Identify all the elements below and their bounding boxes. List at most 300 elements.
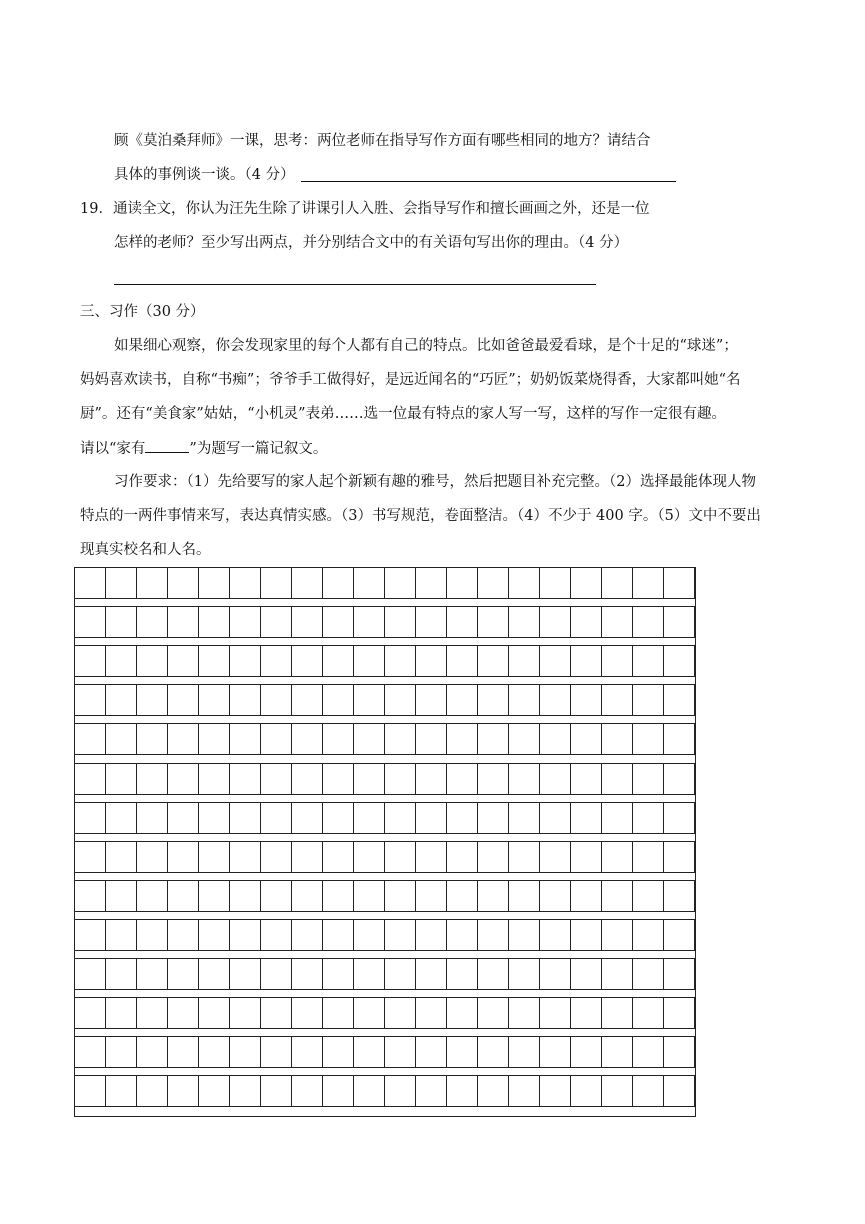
grid-cell[interactable] (633, 1037, 664, 1067)
grid-cell[interactable] (633, 920, 664, 950)
grid-cell[interactable] (385, 607, 416, 637)
grid-cell[interactable] (199, 646, 230, 676)
grid-cell[interactable] (416, 568, 447, 598)
grid-cell[interactable] (199, 998, 230, 1028)
grid-cell[interactable] (354, 685, 385, 715)
grid-cell[interactable] (633, 646, 664, 676)
grid-cell[interactable] (602, 764, 633, 794)
grid-cell[interactable] (633, 1076, 664, 1106)
grid-cell[interactable] (137, 842, 168, 872)
grid-cell[interactable] (199, 803, 230, 833)
grid-cell[interactable] (385, 685, 416, 715)
grid-cell[interactable] (385, 764, 416, 794)
grid-cell[interactable] (137, 998, 168, 1028)
grid-cell[interactable] (602, 959, 633, 989)
grid-cell[interactable] (354, 959, 385, 989)
grid-cell[interactable] (416, 607, 447, 637)
grid-cell[interactable] (478, 998, 509, 1028)
grid-bottom-border (74, 1116, 695, 1117)
grid-cell[interactable] (106, 803, 137, 833)
grid-cell[interactable] (602, 881, 633, 911)
grid-cell[interactable] (571, 724, 602, 754)
grid-cell[interactable] (168, 685, 199, 715)
grid-cell[interactable] (664, 959, 694, 989)
grid-cell[interactable] (292, 685, 323, 715)
grid-cell[interactable] (168, 1076, 199, 1106)
prompt-line-2: 妈妈喜欢读书，自称“书痴”；爷爷手工做得好，是远近闻名的“巧匠”；奶奶饭菜烧得香，大家都叫她“名 (80, 372, 741, 388)
grid-cell[interactable] (664, 685, 694, 715)
grid-cell[interactable] (664, 764, 694, 794)
grid-cell[interactable] (478, 646, 509, 676)
grid-cell[interactable] (230, 764, 261, 794)
grid-cell[interactable] (199, 881, 230, 911)
grid-cell[interactable] (230, 1076, 261, 1106)
grid-cell[interactable] (602, 842, 633, 872)
grid-cell[interactable] (75, 842, 106, 872)
grid-cell[interactable] (168, 607, 199, 637)
grid-cell[interactable] (230, 959, 261, 989)
grid-cell[interactable] (540, 1037, 571, 1067)
grid-cell[interactable] (292, 607, 323, 637)
grid-cell[interactable] (75, 959, 106, 989)
grid-cell[interactable] (416, 724, 447, 754)
grid-cell[interactable] (168, 959, 199, 989)
grid-cell[interactable] (292, 764, 323, 794)
grid-cell[interactable] (323, 959, 354, 989)
grid-cell[interactable] (540, 607, 571, 637)
grid-cell[interactable] (478, 920, 509, 950)
grid-cell[interactable] (416, 646, 447, 676)
grid-cell[interactable] (199, 764, 230, 794)
grid-cell[interactable] (478, 724, 509, 754)
grid-cell[interactable] (664, 724, 694, 754)
grid-cell[interactable] (509, 1037, 540, 1067)
grid-cell[interactable] (106, 568, 137, 598)
grid-cell[interactable] (602, 920, 633, 950)
writing-grid[interactable] (74, 567, 695, 1117)
grid-cell[interactable] (571, 1076, 602, 1106)
grid-cell[interactable] (447, 685, 478, 715)
grid-cell[interactable] (75, 568, 106, 598)
grid-cell[interactable] (416, 842, 447, 872)
grid-row (74, 684, 695, 716)
grid-cell[interactable] (261, 646, 292, 676)
requirements-line-2: 特点的一两件事情来写，表达真情实感。（3）书写规范，卷面整洁。（4）不少于 400 字。（5）文中不要出 (80, 508, 761, 524)
grid-cell[interactable] (571, 803, 602, 833)
grid-cell[interactable] (292, 959, 323, 989)
grid-cell[interactable] (199, 568, 230, 598)
grid-cell[interactable] (354, 1037, 385, 1067)
prompt-line-4-b: ”为题写一篇记叙文。 (189, 441, 328, 457)
grid-cell[interactable] (230, 998, 261, 1028)
grid-cell[interactable] (106, 724, 137, 754)
grid-cell[interactable] (447, 959, 478, 989)
grid-cell[interactable] (385, 959, 416, 989)
grid-cell[interactable] (633, 803, 664, 833)
grid-cell[interactable] (199, 842, 230, 872)
grid-cell[interactable] (230, 685, 261, 715)
grid-cell[interactable] (168, 568, 199, 598)
grid-cell[interactable] (664, 881, 694, 911)
grid-cell[interactable] (354, 920, 385, 950)
grid-cell[interactable] (292, 568, 323, 598)
grid-cell[interactable] (509, 920, 540, 950)
grid-cell[interactable] (354, 646, 385, 676)
grid-cell[interactable] (509, 881, 540, 911)
grid-cell[interactable] (447, 646, 478, 676)
grid-cell[interactable] (106, 959, 137, 989)
grid-cell[interactable] (540, 568, 571, 598)
grid-cell[interactable] (540, 998, 571, 1028)
grid-row (74, 958, 695, 990)
grid-cell[interactable] (261, 685, 292, 715)
grid-cell[interactable] (323, 646, 354, 676)
grid-cell[interactable] (478, 764, 509, 794)
grid-cell[interactable] (354, 764, 385, 794)
grid-cell[interactable] (664, 803, 694, 833)
grid-cell[interactable] (602, 1037, 633, 1067)
grid-cell[interactable] (540, 1076, 571, 1106)
grid-cell[interactable] (478, 803, 509, 833)
grid-cell[interactable] (199, 724, 230, 754)
grid-cell[interactable] (199, 1076, 230, 1106)
grid-cell[interactable] (385, 881, 416, 911)
grid-cell[interactable] (106, 842, 137, 872)
grid-cell[interactable] (106, 998, 137, 1028)
grid-cell[interactable] (323, 803, 354, 833)
grid-cell[interactable] (509, 803, 540, 833)
grid-cell[interactable] (602, 568, 633, 598)
grid-cell[interactable] (633, 959, 664, 989)
grid-cell[interactable] (509, 685, 540, 715)
grid-cell[interactable] (664, 1037, 694, 1067)
grid-cell[interactable] (354, 568, 385, 598)
grid-cell[interactable] (416, 1076, 447, 1106)
grid-cell[interactable] (323, 568, 354, 598)
grid-cell[interactable] (261, 764, 292, 794)
grid-cell[interactable] (137, 724, 168, 754)
grid-cell[interactable] (137, 685, 168, 715)
grid-cell[interactable] (354, 1076, 385, 1106)
grid-cell[interactable] (571, 998, 602, 1028)
grid-cell[interactable] (75, 803, 106, 833)
grid-cell[interactable] (602, 607, 633, 637)
grid-cell[interactable] (540, 920, 571, 950)
grid-cell[interactable] (168, 724, 199, 754)
grid-cell[interactable] (261, 803, 292, 833)
grid-cell[interactable] (633, 881, 664, 911)
grid-cell[interactable] (261, 607, 292, 637)
grid-cell[interactable] (633, 685, 664, 715)
grid-cell[interactable] (478, 1076, 509, 1106)
grid-cell[interactable] (106, 920, 137, 950)
grid-cell[interactable] (230, 842, 261, 872)
grid-cell[interactable] (323, 998, 354, 1028)
grid-cell[interactable] (354, 881, 385, 911)
grid-cell[interactable] (261, 920, 292, 950)
grid-cell[interactable] (230, 646, 261, 676)
grid-cell[interactable] (323, 724, 354, 754)
grid-cell[interactable] (323, 607, 354, 637)
grid-cell[interactable] (137, 568, 168, 598)
grid-cell[interactable] (416, 920, 447, 950)
grid-cell[interactable] (664, 842, 694, 872)
grid-cell[interactable] (292, 998, 323, 1028)
grid-cell[interactable] (571, 764, 602, 794)
grid-cell[interactable] (447, 920, 478, 950)
grid-cell[interactable] (75, 998, 106, 1028)
grid-cell[interactable] (602, 646, 633, 676)
grid-cell[interactable] (168, 920, 199, 950)
grid-cell[interactable] (416, 959, 447, 989)
grid-cell[interactable] (230, 724, 261, 754)
grid-cell[interactable] (75, 685, 106, 715)
grid-cell[interactable] (633, 764, 664, 794)
grid-cell[interactable] (230, 920, 261, 950)
grid-cell[interactable] (478, 842, 509, 872)
grid-cell[interactable] (168, 1037, 199, 1067)
grid-cell[interactable] (75, 724, 106, 754)
grid-cell[interactable] (571, 607, 602, 637)
grid-cell[interactable] (478, 568, 509, 598)
grid-cell[interactable] (447, 803, 478, 833)
grid-cell[interactable] (137, 920, 168, 950)
grid-cell[interactable] (168, 803, 199, 833)
grid-cell[interactable] (168, 842, 199, 872)
grid-cell[interactable] (540, 685, 571, 715)
grid-cell[interactable] (230, 881, 261, 911)
grid-cell[interactable] (478, 1037, 509, 1067)
grid-cell[interactable] (323, 1076, 354, 1106)
grid-cell[interactable] (261, 998, 292, 1028)
grid-cell[interactable] (509, 1076, 540, 1106)
grid-cell[interactable] (106, 1037, 137, 1067)
grid-cell[interactable] (385, 646, 416, 676)
grid-cell[interactable] (633, 842, 664, 872)
grid-cell[interactable] (137, 881, 168, 911)
grid-cell[interactable] (509, 646, 540, 676)
grid-cell[interactable] (199, 920, 230, 950)
grid-cell[interactable] (447, 764, 478, 794)
grid-cell[interactable] (261, 881, 292, 911)
grid-cell[interactable] (261, 568, 292, 598)
grid-cell[interactable] (447, 1076, 478, 1106)
grid-cell[interactable] (385, 803, 416, 833)
grid-cell[interactable] (199, 1037, 230, 1067)
grid-cell[interactable] (571, 646, 602, 676)
grid-row (74, 1036, 695, 1068)
grid-cell[interactable] (261, 959, 292, 989)
grid-cell[interactable] (509, 568, 540, 598)
grid-cell[interactable] (230, 607, 261, 637)
q19-line-2: 怎样的老师？至少写出两点，并分别结合文中的有关语句写出你的理由。（4 分） (114, 235, 629, 251)
grid-cell[interactable] (509, 842, 540, 872)
grid-cell[interactable] (354, 998, 385, 1028)
grid-row (74, 567, 695, 599)
grid-cell[interactable] (664, 607, 694, 637)
grid-cell[interactable] (416, 764, 447, 794)
grid-frame-left (74, 567, 75, 1117)
grid-cell[interactable] (633, 568, 664, 598)
grid-cell[interactable] (230, 1037, 261, 1067)
grid-cell[interactable] (385, 1037, 416, 1067)
grid-cell[interactable] (354, 842, 385, 872)
grid-cell[interactable] (540, 803, 571, 833)
grid-cell[interactable] (509, 764, 540, 794)
grid-cell[interactable] (385, 568, 416, 598)
grid-cell[interactable] (292, 842, 323, 872)
grid-cell[interactable] (416, 803, 447, 833)
grid-cell[interactable] (137, 1037, 168, 1067)
grid-cell[interactable] (385, 920, 416, 950)
grid-cell[interactable] (571, 842, 602, 872)
grid-cell[interactable] (571, 568, 602, 598)
grid-cell[interactable] (323, 842, 354, 872)
grid-cell[interactable] (385, 724, 416, 754)
grid-cell[interactable] (633, 998, 664, 1028)
grid-cell[interactable] (323, 881, 354, 911)
grid-cell[interactable] (385, 998, 416, 1028)
grid-cell[interactable] (447, 568, 478, 598)
grid-cell[interactable] (75, 1076, 106, 1106)
grid-cell[interactable] (571, 920, 602, 950)
grid-cell[interactable] (478, 685, 509, 715)
grid-cell[interactable] (168, 764, 199, 794)
grid-cell[interactable] (199, 685, 230, 715)
grid-cell[interactable] (75, 646, 106, 676)
grid-row (74, 723, 695, 755)
grid-cell[interactable] (292, 1076, 323, 1106)
grid-cell[interactable] (261, 724, 292, 754)
grid-cell[interactable] (540, 646, 571, 676)
grid-cell[interactable] (137, 607, 168, 637)
grid-cell[interactable] (416, 685, 447, 715)
grid-cell[interactable] (292, 1037, 323, 1067)
grid-cell[interactable] (75, 764, 106, 794)
prompt-line-4-a: 请以“家有 (80, 441, 146, 457)
grid-cell[interactable] (292, 920, 323, 950)
grid-cell[interactable] (261, 842, 292, 872)
grid-cell[interactable] (540, 881, 571, 911)
grid-cell[interactable] (602, 724, 633, 754)
grid-cell[interactable] (168, 646, 199, 676)
grid-cell[interactable] (168, 881, 199, 911)
grid-cell[interactable] (75, 881, 106, 911)
grid-cell[interactable] (261, 1037, 292, 1067)
grid-cell[interactable] (416, 1037, 447, 1067)
grid-cell[interactable] (292, 646, 323, 676)
q18-answer-line[interactable] (301, 181, 676, 182)
grid-cell[interactable] (447, 881, 478, 911)
grid-cell[interactable] (664, 646, 694, 676)
grid-cell[interactable] (664, 920, 694, 950)
grid-cell[interactable] (323, 920, 354, 950)
grid-cell[interactable] (602, 803, 633, 833)
grid-row (74, 1075, 695, 1107)
grid-cell[interactable] (385, 842, 416, 872)
grid-cell[interactable] (664, 1076, 694, 1106)
q18-line-2-text: 具体的事例谈一谈。（4 分） (114, 167, 295, 183)
grid-cell[interactable] (478, 607, 509, 637)
grid-cell[interactable] (664, 998, 694, 1028)
grid-cell[interactable] (478, 881, 509, 911)
grid-cell[interactable] (199, 959, 230, 989)
grid-cell[interactable] (261, 1076, 292, 1106)
grid-cell[interactable] (137, 959, 168, 989)
grid-cell[interactable] (106, 685, 137, 715)
grid-cell[interactable] (137, 1076, 168, 1106)
grid-cell[interactable] (447, 724, 478, 754)
grid-cell[interactable] (292, 881, 323, 911)
grid-cell[interactable] (106, 881, 137, 911)
grid-cell[interactable] (416, 881, 447, 911)
grid-cell[interactable] (509, 998, 540, 1028)
grid-cell[interactable] (633, 724, 664, 754)
grid-cell[interactable] (292, 803, 323, 833)
grid-cell[interactable] (75, 607, 106, 637)
grid-cell[interactable] (602, 1076, 633, 1106)
grid-cell[interactable] (509, 607, 540, 637)
grid-cell[interactable] (385, 1076, 416, 1106)
grid-cell[interactable] (478, 959, 509, 989)
grid-cell[interactable] (447, 842, 478, 872)
grid-cell[interactable] (323, 685, 354, 715)
grid-cell[interactable] (199, 607, 230, 637)
grid-cell[interactable] (137, 803, 168, 833)
grid-cell[interactable] (137, 764, 168, 794)
grid-cell[interactable] (292, 724, 323, 754)
grid-cell[interactable] (137, 646, 168, 676)
grid-cell[interactable] (447, 998, 478, 1028)
grid-cell[interactable] (230, 803, 261, 833)
grid-cell[interactable] (354, 607, 385, 637)
grid-cell[interactable] (447, 607, 478, 637)
grid-cell[interactable] (509, 959, 540, 989)
grid-row (74, 841, 695, 873)
grid-cell[interactable] (168, 998, 199, 1028)
grid-cell[interactable] (75, 1037, 106, 1067)
grid-cell[interactable] (571, 1037, 602, 1067)
grid-cell[interactable] (571, 881, 602, 911)
grid-cell[interactable] (106, 764, 137, 794)
grid-cell[interactable] (540, 842, 571, 872)
grid-cell[interactable] (447, 1037, 478, 1067)
grid-cell[interactable] (602, 685, 633, 715)
grid-cell[interactable] (106, 607, 137, 637)
grid-cell[interactable] (633, 607, 664, 637)
grid-row (74, 645, 695, 677)
grid-cell[interactable] (354, 803, 385, 833)
grid-cell[interactable] (540, 959, 571, 989)
grid-cell[interactable] (230, 568, 261, 598)
grid-cell[interactable] (509, 724, 540, 754)
grid-cell[interactable] (571, 685, 602, 715)
grid-cell[interactable] (106, 646, 137, 676)
grid-cell[interactable] (75, 920, 106, 950)
title-blank[interactable] (145, 438, 189, 453)
grid-cell[interactable] (323, 764, 354, 794)
grid-cell[interactable] (602, 998, 633, 1028)
grid-cell[interactable] (323, 1037, 354, 1067)
grid-cell[interactable] (540, 764, 571, 794)
grid-cell[interactable] (354, 724, 385, 754)
grid-cell[interactable] (540, 724, 571, 754)
grid-cell[interactable] (106, 1076, 137, 1106)
grid-cell[interactable] (571, 959, 602, 989)
q19-answer-line[interactable] (114, 284, 596, 285)
grid-cell[interactable] (416, 998, 447, 1028)
grid-cell[interactable] (664, 568, 694, 598)
